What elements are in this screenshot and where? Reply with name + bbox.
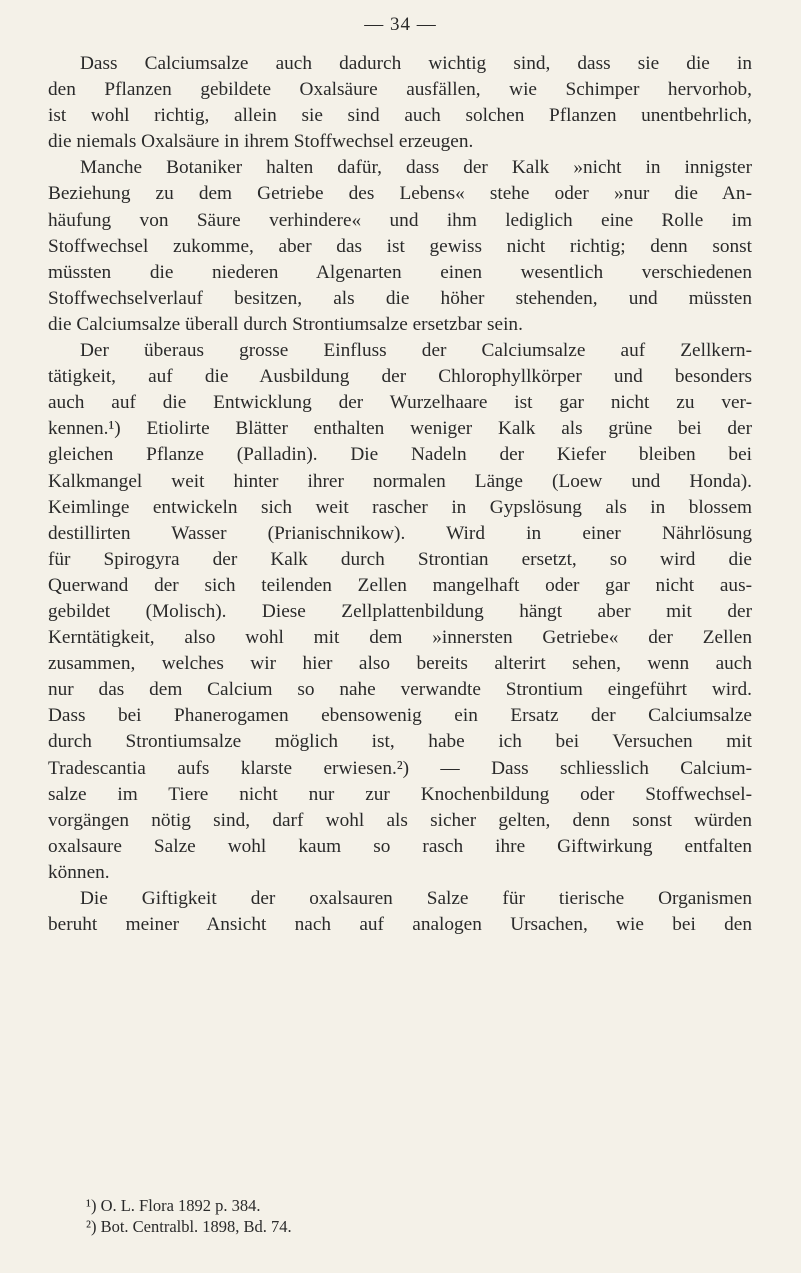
text-line: Querwand der sich teilenden Zellen mangelhaft oder gar nicht aus-: [48, 574, 752, 596]
page-number: — 34 —: [364, 14, 437, 35]
text-line: Tradescantia aufs klarste erwiesen.²) — Dass schliesslich Calcium-: [48, 757, 752, 779]
text-line: gleichen Pflanze (Palladin). Die Nadeln der Kiefer bleiben bei: [48, 444, 752, 466]
text-line: können.: [48, 861, 110, 883]
text-line: destillirten Wasser (Prianischnikow). Wird in einer Nährlösung: [48, 522, 752, 544]
text-line: Die Giftigkeit der oxalsauren Salze für tierische Organismen: [80, 888, 752, 909]
text-line: gebildet (Molisch). Diese Zellplattenbildung hängt aber mit der: [48, 600, 752, 622]
text-line: die niemals Oxalsäure in ihrem Stoffwechsel erzeugen.: [48, 131, 474, 153]
text-line: für Spirogyra der Kalk durch Strontian ersetzt, so wird die: [48, 548, 752, 570]
text-line: häufung von Säure verhindere« und ihm lediglich eine Rolle im: [48, 209, 752, 231]
footnote: ²) Bot. Centralbl. 1898, Bd. 74.: [86, 1217, 292, 1236]
text-line: beruht meiner Ansicht nach auf analogen Ursachen, wie bei den: [48, 914, 752, 936]
text-line: Manche Botaniker halten dafür, dass der Kalk »nicht in innigster: [80, 157, 752, 179]
text-line: Dass bei Phanerogamen ebensowenig ein Ersatz der Calciumsalze: [48, 705, 752, 727]
text-line: Kerntätigkeit, also wohl mit dem »innersten Getriebe« der Zellen: [48, 627, 752, 649]
body-text: [48, 51, 752, 938]
text-line: den Pflanzen gebildete Oxalsäure ausfällen, wie Schimper hervorhob,: [48, 79, 752, 101]
footnotes: [86, 1195, 686, 1237]
text-line: oxalsaure Salze wohl kaum so rasch ihre Giftwirkung entfalten: [48, 835, 752, 857]
text-line: Stoffwechselverlauf besitzen, als die höher stehenden, und müssten: [48, 287, 752, 309]
text-line: Dass Calciumsalze auch dadurch wichtig sind, dass sie die in: [80, 53, 752, 74]
text-line: vorgängen nötig sind, darf wohl als sicher gelten, denn sonst würden: [48, 809, 752, 831]
text-line: salze im Tiere nicht nur zur Knochenbildung oder Stoffwechsel-: [48, 783, 752, 805]
text-line: Keimlinge entwickeln sich weit rascher in Gypslösung als in blossem: [48, 496, 752, 518]
text-line: nur das dem Calcium so nahe verwandte Strontium eingeführt wird.: [48, 679, 752, 701]
text-line: kennen.¹) Etiolirte Blätter enthalten weniger Kalk als grüne bei der: [48, 418, 752, 440]
text-line: müssten die niederen Algenarten einen wesentlich verschiedenen: [48, 261, 752, 283]
text-line: Stoffwechsel zukomme, aber das ist gewiss nicht richtig; denn sonst: [48, 235, 752, 257]
text-line: tätigkeit, auf die Ausbildung der Chlorophyllkörper und besonders: [48, 366, 752, 388]
text-line: ist wohl richtig, allein sie sind auch solchen Pflanzen unentbehrlich,: [48, 105, 752, 127]
text-line: die Calciumsalze überall durch Strontiumsalze ersetzbar sein.: [48, 313, 523, 335]
text-line: Kalkmangel weit hinter ihrer normalen Länge (Loew und Honda).: [48, 470, 752, 492]
text-line: durch Strontiumsalze möglich ist, habe ich bei Versuchen mit: [48, 731, 752, 753]
text-line: Beziehung zu dem Getriebe des Lebens« stehe oder »nur die An-: [48, 183, 752, 205]
text-line: zusammen, welches wir hier also bereits alterirt sehen, wenn auch: [48, 653, 752, 675]
text-line: Der überaus grosse Einfluss der Calciumsalze auf Zellkern-: [80, 340, 752, 362]
footnote: ¹) O. L. Flora 1892 p. 384.: [86, 1196, 261, 1215]
text-line: auch auf die Entwicklung der Wurzelhaare ist gar nicht zu ver-: [48, 392, 752, 414]
